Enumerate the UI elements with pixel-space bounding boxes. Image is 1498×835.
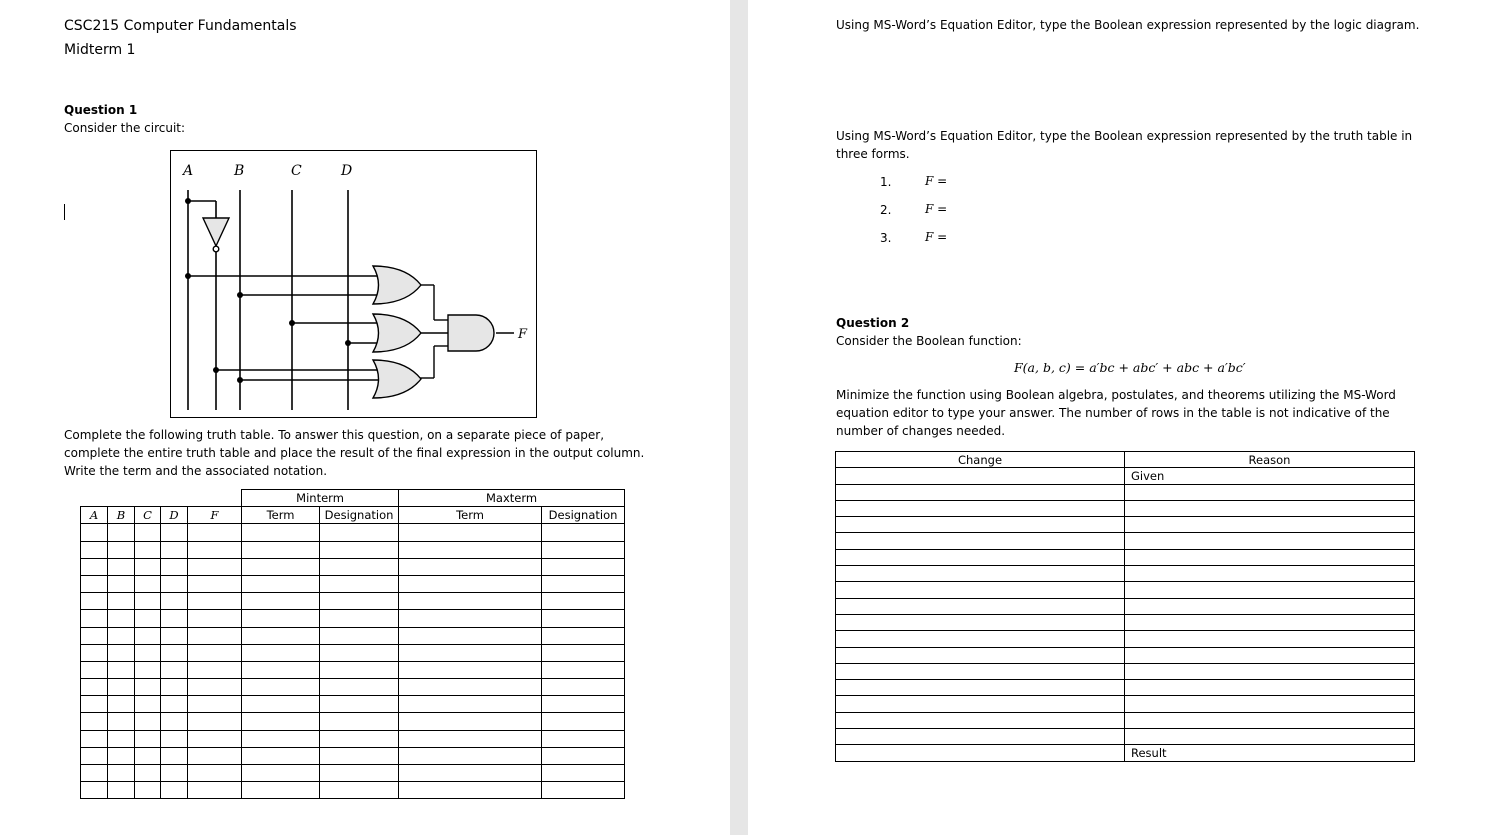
truth-table-cell[interactable] bbox=[188, 730, 242, 747]
truth-table-cell[interactable] bbox=[108, 610, 135, 627]
truth-table-cell[interactable] bbox=[188, 713, 242, 730]
reason-cell[interactable] bbox=[1125, 533, 1415, 549]
minimization-header-row bbox=[836, 452, 1415, 468]
truth-table-cell[interactable] bbox=[542, 713, 625, 730]
minimization-row bbox=[836, 598, 1415, 614]
truth-table-row bbox=[81, 627, 625, 644]
reason-column-header: Reason bbox=[1125, 452, 1415, 468]
change-cell[interactable] bbox=[836, 566, 1125, 582]
truth-table-cell[interactable] bbox=[81, 661, 108, 678]
truth-table-cell[interactable] bbox=[81, 558, 108, 575]
truth-table-cell[interactable] bbox=[320, 679, 399, 696]
minimization-row bbox=[836, 647, 1415, 663]
truth-table-cell[interactable] bbox=[542, 644, 625, 661]
truth-table-cell[interactable] bbox=[161, 558, 188, 575]
truth-table-cell[interactable] bbox=[399, 524, 542, 541]
truth-table-cell[interactable] bbox=[188, 679, 242, 696]
truth-table-cell[interactable] bbox=[135, 644, 161, 661]
truth-table-cell[interactable] bbox=[320, 661, 399, 678]
truth-table-cell[interactable] bbox=[135, 593, 161, 610]
truth-table-cell[interactable] bbox=[399, 713, 542, 730]
truth-table-cell[interactable] bbox=[320, 541, 399, 558]
truth-table-cell[interactable] bbox=[108, 765, 135, 782]
col-header-minterm-term: Term bbox=[242, 507, 320, 524]
truth-table bbox=[80, 489, 625, 799]
logic-circuit-diagram bbox=[170, 150, 538, 419]
change-cell[interactable] bbox=[836, 647, 1125, 663]
change-cell[interactable] bbox=[836, 582, 1125, 598]
truth-table-cell[interactable] bbox=[188, 627, 242, 644]
change-cell[interactable] bbox=[836, 729, 1125, 745]
truth-table-cell[interactable] bbox=[161, 575, 188, 592]
truth-table-cell[interactable] bbox=[542, 782, 625, 799]
truth-table-cell[interactable] bbox=[242, 644, 320, 661]
truth-table-cell[interactable] bbox=[161, 747, 188, 764]
reason-cell[interactable] bbox=[1125, 631, 1415, 647]
truth-table-cell[interactable] bbox=[399, 593, 542, 610]
truth-table-cell[interactable] bbox=[188, 644, 242, 661]
reason-cell[interactable] bbox=[1125, 549, 1415, 565]
col-header-maxterm-designation: Designation bbox=[542, 507, 625, 524]
truth-table-cell[interactable] bbox=[542, 747, 625, 764]
truth-table-cell[interactable] bbox=[399, 679, 542, 696]
truth-table-cell[interactable] bbox=[320, 610, 399, 627]
truth-table-cell[interactable] bbox=[320, 765, 399, 782]
truth-table-cell[interactable] bbox=[161, 541, 188, 558]
question1-prompt: Consider the circuit: bbox=[64, 121, 186, 135]
truth-table-cell[interactable] bbox=[399, 610, 542, 627]
truth-table-cell[interactable] bbox=[135, 765, 161, 782]
truth-table-cell[interactable] bbox=[161, 593, 188, 610]
truth-table-row bbox=[81, 696, 625, 713]
truth-table-cell[interactable] bbox=[242, 679, 320, 696]
reason-cell[interactable] bbox=[1125, 680, 1415, 696]
minimization-row bbox=[836, 533, 1415, 549]
truth-table-cell[interactable] bbox=[399, 644, 542, 661]
truth-table-cell[interactable] bbox=[242, 558, 320, 575]
truth-table-row bbox=[81, 679, 625, 696]
form-1-number: 1. bbox=[880, 175, 892, 189]
and-gate bbox=[448, 315, 494, 351]
change-cell[interactable] bbox=[836, 696, 1125, 712]
truth-table-cell[interactable] bbox=[399, 765, 542, 782]
change-cell[interactable] bbox=[836, 745, 1125, 761]
truth-table-cell[interactable] bbox=[320, 575, 399, 592]
boolean-function: F(a, b, c) = a′bc + abc′ + abc + a′bc′ bbox=[1014, 360, 1246, 375]
truth-table-cell[interactable] bbox=[542, 765, 625, 782]
truth-table-cell[interactable] bbox=[542, 661, 625, 678]
minimization-row bbox=[836, 500, 1415, 516]
truth-table-cell[interactable] bbox=[320, 627, 399, 644]
reason-cell[interactable] bbox=[1125, 647, 1415, 663]
truth-table-cell[interactable] bbox=[135, 541, 161, 558]
change-cell[interactable] bbox=[836, 614, 1125, 630]
truth-table-cell[interactable] bbox=[242, 610, 320, 627]
truth-table-cell[interactable] bbox=[108, 575, 135, 592]
col-header-b: B bbox=[108, 507, 135, 524]
truth-table-row bbox=[81, 661, 625, 678]
truth-table-cell[interactable] bbox=[135, 713, 161, 730]
truth-table-row bbox=[81, 765, 625, 782]
change-cell[interactable] bbox=[836, 680, 1125, 696]
truth-table-cell[interactable] bbox=[135, 524, 161, 541]
exam-title: Midterm 1 bbox=[64, 42, 136, 58]
truth-table-row bbox=[81, 558, 625, 575]
truth-table-cell[interactable] bbox=[542, 524, 625, 541]
minimization-row bbox=[836, 566, 1415, 582]
truth-table-cell[interactable] bbox=[542, 679, 625, 696]
reason-cell[interactable] bbox=[1125, 582, 1415, 598]
truth-table-cell[interactable] bbox=[188, 696, 242, 713]
change-cell[interactable] bbox=[836, 500, 1125, 516]
truth-table-cell[interactable] bbox=[81, 627, 108, 644]
truth-table-cell[interactable] bbox=[135, 679, 161, 696]
minimization-row bbox=[836, 729, 1415, 745]
reason-cell[interactable] bbox=[1125, 484, 1415, 500]
minimization-row bbox=[836, 696, 1415, 712]
question1-instructions: Complete the following truth table. To answer this question, on a separate piece of paper, complete the entire truth table and place the result of the final expression in the output column. Write the term and the associated notation. bbox=[64, 428, 645, 478]
output-label-f: F bbox=[518, 327, 528, 342]
change-cell[interactable] bbox=[836, 517, 1125, 533]
truth-table-cell[interactable] bbox=[161, 627, 188, 644]
truth-table-cell[interactable] bbox=[161, 782, 188, 799]
question2-instructions: Minimize the function using Boolean algebra, postulates, and theorems utilizing the MS-Word equation editor to type your answer. The number of rows in the table is not indicative of the number of changes needed. bbox=[836, 388, 1396, 438]
truth-table-cell[interactable] bbox=[242, 627, 320, 644]
input-label-d: D bbox=[341, 163, 353, 179]
truth-table-row bbox=[81, 575, 625, 592]
truth-table-cell[interactable] bbox=[320, 713, 399, 730]
truth-table-cell[interactable] bbox=[108, 644, 135, 661]
truth-table-cell[interactable] bbox=[320, 524, 399, 541]
truth-table-column-header-row bbox=[81, 507, 625, 524]
truth-table-cell[interactable] bbox=[242, 696, 320, 713]
truth-table-row bbox=[81, 593, 625, 610]
truth-table-cell[interactable] bbox=[542, 627, 625, 644]
truth-table-cell[interactable] bbox=[320, 747, 399, 764]
truth-table-cell[interactable] bbox=[81, 524, 108, 541]
form-3-equation[interactable]: F = bbox=[925, 230, 948, 244]
truth-table-cell[interactable] bbox=[135, 730, 161, 747]
truth-table-cell[interactable] bbox=[242, 593, 320, 610]
truth-table-cell[interactable] bbox=[399, 747, 542, 764]
truth-table-row bbox=[81, 644, 625, 661]
truth-table-cell[interactable] bbox=[161, 696, 188, 713]
minimization-row bbox=[836, 745, 1415, 761]
truth-table-cell[interactable] bbox=[161, 661, 188, 678]
truth-table-cell[interactable] bbox=[399, 782, 542, 799]
truth-table-row bbox=[81, 541, 625, 558]
truth-table-cell[interactable] bbox=[242, 661, 320, 678]
reason-cell[interactable] bbox=[1125, 729, 1415, 745]
left-page bbox=[0, 0, 730, 835]
course-title: CSC215 Computer Fundamentals bbox=[64, 18, 297, 34]
reason-cell[interactable] bbox=[1125, 517, 1415, 533]
truth-table-row bbox=[81, 747, 625, 764]
truth-table-cell[interactable] bbox=[320, 696, 399, 713]
truth-table-cell[interactable] bbox=[161, 730, 188, 747]
truth-table-cell[interactable] bbox=[81, 575, 108, 592]
truth-table-cell[interactable] bbox=[399, 627, 542, 644]
truth-table-cell[interactable] bbox=[108, 627, 135, 644]
truth-table-cell[interactable] bbox=[242, 575, 320, 592]
truth-table-cell[interactable] bbox=[188, 558, 242, 575]
truth-table-cell[interactable] bbox=[135, 661, 161, 678]
maxterm-header: Maxterm bbox=[399, 490, 625, 507]
truth-table-cell[interactable] bbox=[542, 593, 625, 610]
truth-table-group-header-row bbox=[81, 490, 625, 507]
truth-table-cell[interactable] bbox=[188, 765, 242, 782]
right-page bbox=[748, 0, 1498, 835]
truth-table-cell[interactable] bbox=[108, 679, 135, 696]
truth-table-cell[interactable] bbox=[135, 747, 161, 764]
truth-table-cell[interactable] bbox=[399, 696, 542, 713]
truth-table-cell[interactable] bbox=[188, 610, 242, 627]
truth-table-cell[interactable] bbox=[188, 782, 242, 799]
truth-table-cell[interactable] bbox=[242, 524, 320, 541]
truth-table-cell[interactable] bbox=[242, 782, 320, 799]
truth-table-cell[interactable] bbox=[242, 747, 320, 764]
truth-table-cell[interactable] bbox=[108, 593, 135, 610]
truth-table-cell[interactable] bbox=[188, 747, 242, 764]
truth-table-row bbox=[81, 713, 625, 730]
truth-table-cell[interactable] bbox=[188, 661, 242, 678]
truth-table-cell[interactable] bbox=[542, 610, 625, 627]
truth-table-cell[interactable] bbox=[399, 661, 542, 678]
input-label-a: A bbox=[183, 163, 194, 179]
blank-header-cell bbox=[81, 490, 242, 507]
truth-table-cell[interactable] bbox=[108, 558, 135, 575]
question2-heading: Question 2 bbox=[836, 316, 910, 330]
col-header-minterm-designation: Designation bbox=[320, 507, 399, 524]
text-cursor bbox=[64, 204, 65, 220]
change-column-header: Change bbox=[836, 452, 1125, 468]
minimization-row bbox=[836, 468, 1415, 484]
truth-table-cell[interactable] bbox=[188, 575, 242, 592]
truth-table-cell[interactable] bbox=[108, 661, 135, 678]
minimization-row bbox=[836, 680, 1415, 696]
truth-table-prompt: Using MS-Word’s Equation Editor, type the Boolean expression represented by the truth table in three forms. bbox=[836, 129, 1413, 161]
truth-table-cell[interactable] bbox=[320, 558, 399, 575]
truth-table-cell[interactable] bbox=[399, 558, 542, 575]
reason-cell[interactable] bbox=[1125, 500, 1415, 516]
form-1-equation[interactable]: F = bbox=[925, 174, 948, 188]
truth-table-cell[interactable] bbox=[161, 644, 188, 661]
truth-table-cell[interactable] bbox=[542, 730, 625, 747]
truth-table-cell[interactable] bbox=[108, 747, 135, 764]
reason-cell[interactable] bbox=[1125, 566, 1415, 582]
truth-table-row bbox=[81, 782, 625, 799]
minterm-header: Minterm bbox=[242, 490, 399, 507]
truth-table-cell[interactable] bbox=[81, 541, 108, 558]
truth-table-cell[interactable] bbox=[542, 541, 625, 558]
truth-table-cell[interactable] bbox=[320, 593, 399, 610]
truth-table-cell[interactable] bbox=[188, 541, 242, 558]
minimization-row bbox=[836, 663, 1415, 679]
truth-table-cell[interactable] bbox=[161, 524, 188, 541]
truth-table-cell[interactable] bbox=[108, 782, 135, 799]
truth-table-cell[interactable] bbox=[242, 730, 320, 747]
truth-table-cell[interactable] bbox=[135, 575, 161, 592]
form-2-equation[interactable]: F = bbox=[925, 202, 948, 216]
reason-cell[interactable] bbox=[1125, 614, 1415, 630]
change-cell[interactable] bbox=[836, 468, 1125, 484]
truth-table-row bbox=[81, 730, 625, 747]
truth-table-cell[interactable] bbox=[81, 730, 108, 747]
change-cell[interactable] bbox=[836, 549, 1125, 565]
truth-table-row bbox=[81, 524, 625, 541]
truth-table-cell[interactable] bbox=[161, 679, 188, 696]
truth-table-cell[interactable] bbox=[542, 696, 625, 713]
truth-table-cell[interactable] bbox=[135, 610, 161, 627]
col-header-maxterm-term: Term bbox=[399, 507, 542, 524]
truth-table-cell[interactable] bbox=[81, 644, 108, 661]
col-header-d: D bbox=[161, 507, 188, 524]
reason-cell[interactable] bbox=[1125, 598, 1415, 614]
minimization-row bbox=[836, 631, 1415, 647]
truth-table-cell[interactable] bbox=[161, 765, 188, 782]
reason-cell[interactable] bbox=[1125, 663, 1415, 679]
col-header-c: C bbox=[135, 507, 161, 524]
truth-table-cell[interactable] bbox=[81, 713, 108, 730]
truth-table-cell[interactable] bbox=[161, 713, 188, 730]
question1-heading: Question 1 bbox=[64, 103, 138, 117]
change-cell[interactable] bbox=[836, 631, 1125, 647]
truth-table-cell[interactable] bbox=[135, 782, 161, 799]
truth-table-cell[interactable] bbox=[81, 747, 108, 764]
truth-table-cell[interactable] bbox=[542, 558, 625, 575]
truth-table-cell[interactable] bbox=[81, 593, 108, 610]
reason-cell[interactable]: Result bbox=[1125, 745, 1415, 761]
change-cell[interactable] bbox=[836, 533, 1125, 549]
truth-table-cell[interactable] bbox=[399, 575, 542, 592]
form-2-number: 2. bbox=[880, 203, 892, 217]
input-label-b: B bbox=[234, 163, 245, 179]
minimization-row bbox=[836, 549, 1415, 565]
truth-table-cell[interactable] bbox=[81, 765, 108, 782]
truth-table-cell[interactable] bbox=[81, 610, 108, 627]
col-header-f: F bbox=[188, 507, 242, 524]
minimization-row bbox=[836, 614, 1415, 630]
truth-table-cell[interactable] bbox=[242, 541, 320, 558]
col-header-a: A bbox=[81, 507, 108, 524]
truth-table-cell[interactable] bbox=[320, 730, 399, 747]
change-cell[interactable] bbox=[836, 712, 1125, 728]
change-cell[interactable] bbox=[836, 484, 1125, 500]
truth-table-cell[interactable] bbox=[399, 730, 542, 747]
truth-table-cell[interactable] bbox=[108, 541, 135, 558]
minimization-row bbox=[836, 484, 1415, 500]
input-label-c: C bbox=[291, 163, 302, 179]
form-3-number: 3. bbox=[880, 231, 892, 245]
truth-table-cell[interactable] bbox=[108, 524, 135, 541]
truth-table-cell[interactable] bbox=[542, 575, 625, 592]
reason-cell[interactable] bbox=[1125, 696, 1415, 712]
truth-table-cell[interactable] bbox=[108, 730, 135, 747]
truth-table-cell[interactable] bbox=[81, 679, 108, 696]
truth-table-cell[interactable] bbox=[108, 696, 135, 713]
question2-prompt: Consider the Boolean function: bbox=[836, 334, 1022, 348]
truth-table-cell[interactable] bbox=[108, 713, 135, 730]
truth-table-row bbox=[81, 610, 625, 627]
truth-table-cell[interactable] bbox=[320, 782, 399, 799]
truth-table-cell[interactable] bbox=[320, 644, 399, 661]
change-cell[interactable] bbox=[836, 598, 1125, 614]
reason-cell[interactable] bbox=[1125, 712, 1415, 728]
truth-table-cell[interactable] bbox=[81, 696, 108, 713]
minimization-row bbox=[836, 582, 1415, 598]
truth-table-cell[interactable] bbox=[188, 524, 242, 541]
minimization-row bbox=[836, 517, 1415, 533]
change-cell[interactable] bbox=[836, 663, 1125, 679]
reason-cell[interactable]: Given bbox=[1125, 468, 1415, 484]
truth-table-cell[interactable] bbox=[135, 696, 161, 713]
truth-table-cell[interactable] bbox=[188, 593, 242, 610]
truth-table-cell[interactable] bbox=[242, 713, 320, 730]
truth-table-cell[interactable] bbox=[135, 627, 161, 644]
truth-table-cell[interactable] bbox=[81, 782, 108, 799]
truth-table-cell[interactable] bbox=[161, 610, 188, 627]
truth-table-cell[interactable] bbox=[135, 558, 161, 575]
minimization-row bbox=[836, 712, 1415, 728]
diagram-prompt: Using MS-Word’s Equation Editor, type the Boolean expression represented by the logic diagram. bbox=[836, 18, 1420, 32]
minimization-table bbox=[835, 451, 1415, 762]
truth-table-cell[interactable] bbox=[242, 765, 320, 782]
truth-table-cell[interactable] bbox=[399, 541, 542, 558]
